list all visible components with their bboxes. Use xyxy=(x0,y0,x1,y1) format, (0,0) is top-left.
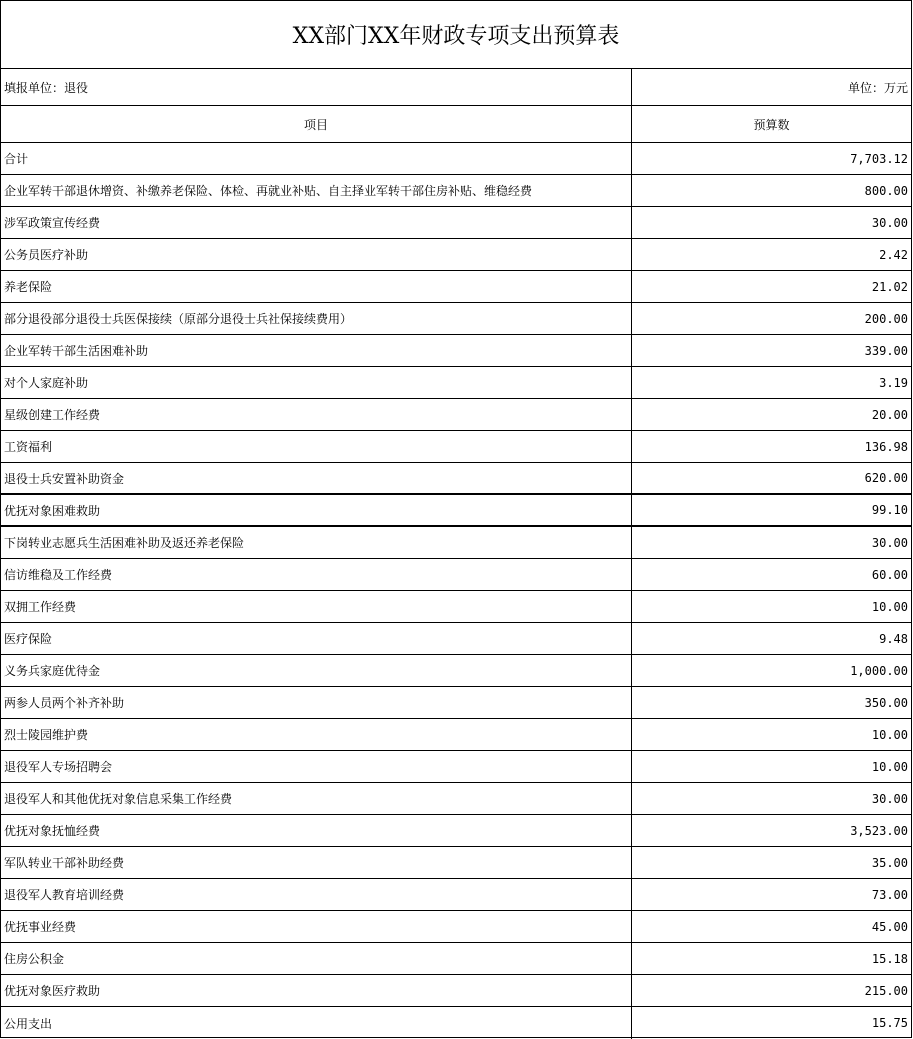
table-row xyxy=(1,751,911,783)
table-row xyxy=(1,1007,911,1039)
row-item: 退役军人教育培训经费 xyxy=(1,879,632,910)
table-row xyxy=(1,687,911,719)
row-value: 3,523.00 xyxy=(850,823,908,838)
table-row xyxy=(1,655,911,687)
row-item: 优抚对象医疗救助 xyxy=(1,975,632,1006)
row-value: 1,000.00 xyxy=(850,663,908,678)
row-value: 15.75 xyxy=(871,1016,908,1030)
row-item: 义务兵家庭优待金 xyxy=(1,655,632,686)
row-item: 企业军转干部生活困难补助 xyxy=(1,335,632,366)
row-value: 620.00 xyxy=(864,471,908,485)
row-item: 退役士兵安置补助资金 xyxy=(1,463,632,493)
row-item: 军队转业干部补助经费 xyxy=(1,847,632,878)
table-body xyxy=(1,143,911,1039)
row-item: 公务员医疗补助 xyxy=(1,239,632,270)
row-value: 45.00 xyxy=(871,919,908,934)
table-row xyxy=(1,335,911,367)
row-value: 200.00 xyxy=(864,311,908,326)
header-item: 项目 xyxy=(1,106,632,142)
table-title: XX部门XX年财政专项支出预算表 xyxy=(1,1,911,69)
row-value: 21.02 xyxy=(871,279,908,294)
row-item: 退役军人和其他优抚对象信息采集工作经费 xyxy=(1,783,632,814)
info-row xyxy=(1,69,911,106)
row-item: 退役军人专场招聘会 xyxy=(1,751,632,782)
table-row xyxy=(1,495,911,527)
row-value: 3.19 xyxy=(879,375,908,390)
row-value: 60.00 xyxy=(871,567,908,582)
table-row xyxy=(1,431,911,463)
row-value: 30.00 xyxy=(871,535,908,550)
table-row xyxy=(1,399,911,431)
table-row xyxy=(1,623,911,655)
row-item: 下岗转业志愿兵生活困难补助及返还养老保险 xyxy=(1,527,632,558)
table-row xyxy=(1,975,911,1007)
row-item: 企业军转干部退休增资、补缴养老保险、体检、再就业补贴、自主择业军转干部住房补贴、维稳经费 xyxy=(1,175,632,206)
row-item: 部分退役部分退役士兵医保接续（原部分退役士兵社保接续费用） xyxy=(1,303,632,334)
row-value: 2.42 xyxy=(879,247,908,262)
row-value: 20.00 xyxy=(871,407,908,422)
row-value: 350.00 xyxy=(864,695,908,710)
row-value: 99.10 xyxy=(871,503,908,517)
row-value: 215.00 xyxy=(864,983,908,998)
table-row xyxy=(1,847,911,879)
table-row xyxy=(1,143,911,175)
row-item: 养老保险 xyxy=(1,271,632,302)
row-item: 优抚对象抚恤经费 xyxy=(1,815,632,846)
row-item: 住房公积金 xyxy=(1,943,632,974)
row-value: 339.00 xyxy=(864,343,908,358)
row-value: 10.00 xyxy=(871,759,908,774)
header-budget: 预算数 xyxy=(753,117,790,132)
row-value: 800.00 xyxy=(864,183,908,198)
row-item: 双拥工作经费 xyxy=(1,591,632,622)
row-item: 优抚事业经费 xyxy=(1,911,632,942)
row-item: 优抚对象困难救助 xyxy=(1,495,632,525)
row-value: 10.00 xyxy=(871,727,908,742)
table-row xyxy=(1,911,911,943)
row-value: 30.00 xyxy=(871,791,908,806)
row-value: 30.00 xyxy=(871,215,908,230)
row-item: 信访维稳及工作经费 xyxy=(1,559,632,590)
table-row xyxy=(1,463,911,495)
table-row xyxy=(1,815,911,847)
table-row xyxy=(1,303,911,335)
row-value: 15.18 xyxy=(871,951,908,966)
table-row xyxy=(1,527,911,559)
table-row xyxy=(1,591,911,623)
table-row xyxy=(1,943,911,975)
row-item: 对个人家庭补助 xyxy=(1,367,632,398)
table-row xyxy=(1,175,911,207)
row-item: 医疗保险 xyxy=(1,623,632,654)
row-value: 10.00 xyxy=(871,599,908,614)
table-row xyxy=(1,719,911,751)
row-value: 73.00 xyxy=(871,887,908,902)
table-row xyxy=(1,207,911,239)
table-row xyxy=(1,239,911,271)
table-row xyxy=(1,783,911,815)
table-row xyxy=(1,559,911,591)
table-row xyxy=(1,367,911,399)
row-item: 两参人员两个补齐补助 xyxy=(1,687,632,718)
row-value: 7,703.12 xyxy=(850,151,908,166)
table-row xyxy=(1,879,911,911)
row-item: 烈士陵园维护费 xyxy=(1,719,632,750)
row-item: 星级创建工作经费 xyxy=(1,399,632,430)
row-value: 9.48 xyxy=(879,631,908,646)
reporting-unit: 填报单位：退役 xyxy=(1,69,632,105)
row-value: 35.00 xyxy=(871,855,908,870)
row-value: 136.98 xyxy=(864,439,908,454)
currency-unit: 单位：万元 xyxy=(847,80,908,95)
row-item: 涉军政策宣传经费 xyxy=(1,207,632,238)
row-item: 工资福利 xyxy=(1,431,632,462)
table-row xyxy=(1,271,911,303)
header-row xyxy=(1,106,911,143)
row-item: 公用支出 xyxy=(1,1007,632,1039)
row-item: 合计 xyxy=(1,143,632,174)
